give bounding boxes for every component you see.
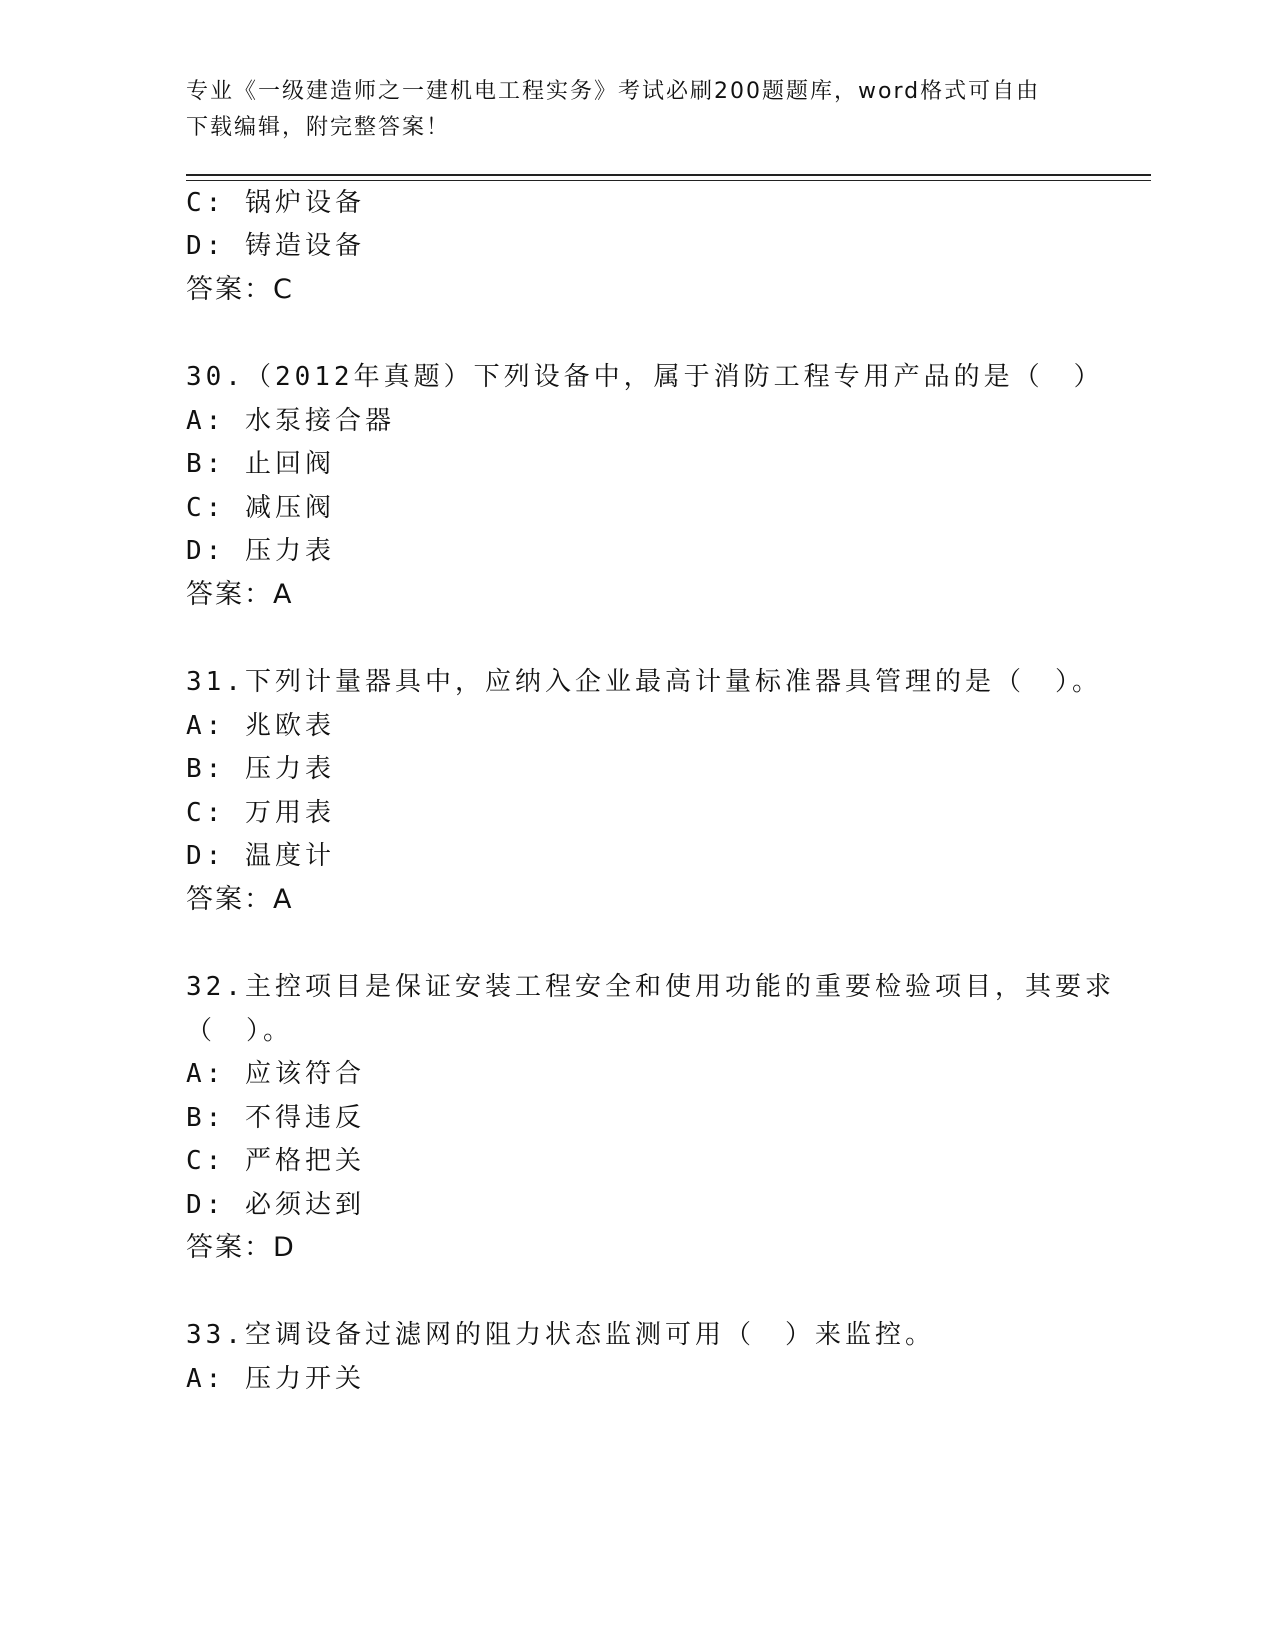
q31-option-c: C: 万用表 bbox=[186, 798, 335, 828]
header-line-2: 下载编辑，附完整答案！ bbox=[186, 115, 451, 140]
q29-option-c: C: 锅炉设备 bbox=[186, 188, 365, 218]
q29-option-d: D: 铸造设备 bbox=[186, 231, 365, 261]
q32-answer: 答案：D bbox=[186, 1232, 296, 1263]
q32-option-b: B: 不得违反 bbox=[186, 1103, 365, 1133]
q32-option-c: C: 严格把关 bbox=[186, 1146, 365, 1176]
q30-option-b: B: 止回阀 bbox=[186, 449, 335, 479]
q30-option-c: C: 减压阀 bbox=[186, 493, 335, 523]
document-header bbox=[186, 74, 1066, 146]
q32-stem-line-1: 32.主控项目是保证安装工程安全和使用功能的重要检验项目，其要求 bbox=[186, 972, 1115, 1002]
header-divider-thick bbox=[186, 174, 1151, 176]
q30-option-a: A: 水泵接合器 bbox=[186, 406, 395, 436]
q33-stem: 33.空调设备过滤网的阻力状态监测可用（ ）来监控。 bbox=[186, 1320, 935, 1350]
header-line-1: 专业《一级建造师之一建机电工程实务》考试必刷200题题库，word格式可自由 bbox=[186, 79, 1041, 104]
q32-stem-line-2: （ ）。 bbox=[186, 1016, 294, 1046]
q30-stem: 30.（2012年真题）下列设备中，属于消防工程专用产品的是（ ） bbox=[186, 362, 1104, 392]
q31-option-b: B: 压力表 bbox=[186, 754, 335, 784]
q31-stem: 31.下列计量器具中，应纳入企业最高计量标准器具管理的是（ ）。 bbox=[186, 667, 1102, 697]
q31-option-a: A: 兆欧表 bbox=[186, 711, 335, 741]
q33-option-a: A: 压力开关 bbox=[186, 1364, 365, 1394]
q32-option-d: D: 必须达到 bbox=[186, 1190, 365, 1220]
q31-option-d: D: 温度计 bbox=[186, 841, 335, 871]
q31-answer: 答案：A bbox=[186, 884, 294, 915]
q30-answer: 答案：A bbox=[186, 579, 294, 610]
q29-answer: 答案：C bbox=[186, 274, 294, 305]
header-divider-thin bbox=[186, 180, 1151, 181]
q30-option-d: D: 压力表 bbox=[186, 536, 335, 566]
q32-option-a: A: 应该符合 bbox=[186, 1059, 365, 1089]
